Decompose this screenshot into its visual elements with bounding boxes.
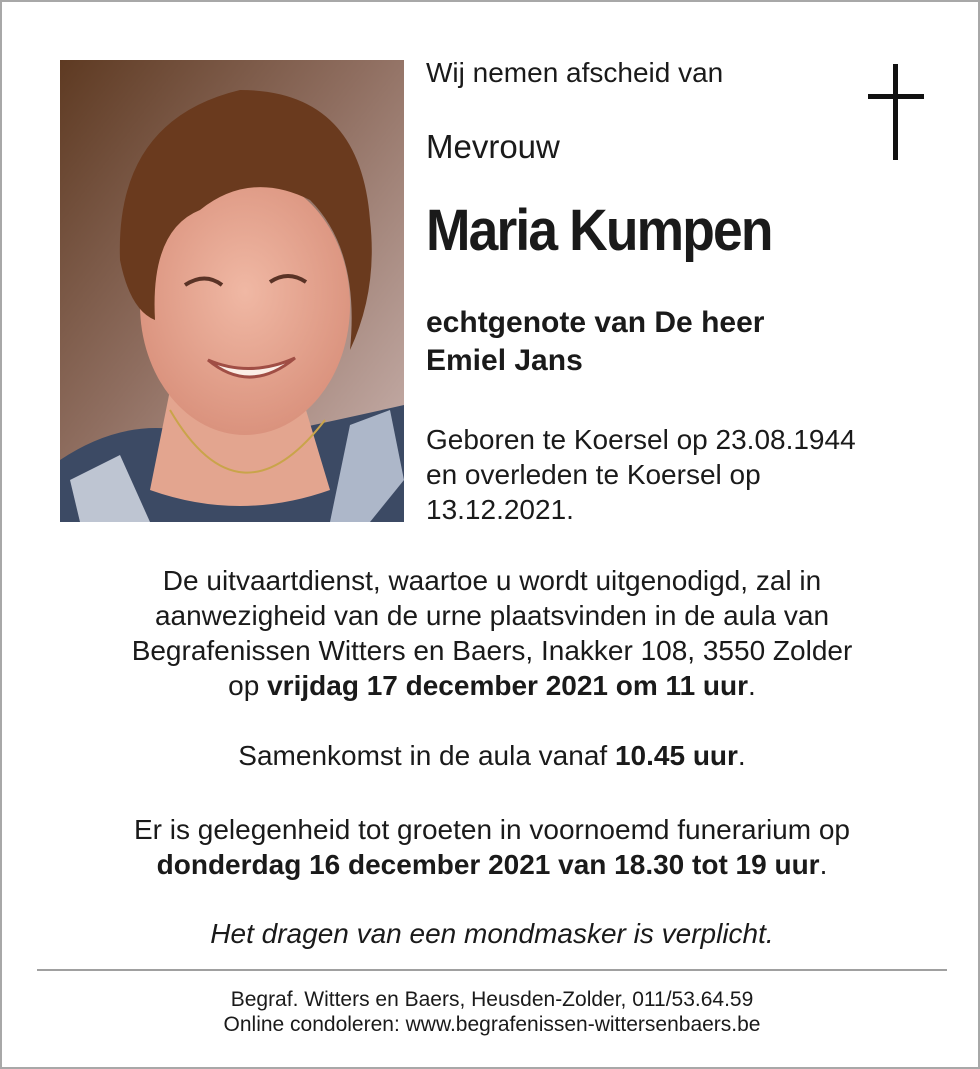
cross-vertical-bar	[893, 64, 898, 160]
gathering-suffix: .	[737, 740, 746, 771]
visitation-line-2	[42, 847, 942, 882]
birth-death-info	[426, 422, 926, 527]
gathering-prefix: Samenkomst in de aula vanaf	[238, 740, 615, 771]
gathering-time: 10.45 uur	[614, 740, 738, 771]
salutation: Mevrouw	[426, 128, 560, 165]
gathering-announcement	[42, 738, 942, 773]
portrait-photo	[60, 60, 404, 522]
intro-text: Wij nemen afscheid van	[426, 57, 724, 88]
service-date-prefix: op	[228, 670, 268, 701]
visitation-suffix: .	[819, 849, 828, 880]
cross-horizontal-bar	[868, 94, 924, 99]
mask-notice: Het dragen van een mondmasker is verplicht.	[210, 918, 774, 949]
footer-divider	[37, 969, 947, 971]
visitation-date: donderdag 16 december 2021 van 18.30 tot 19 uur	[156, 849, 820, 880]
birth-line-3: 13.12.2021.	[426, 494, 574, 525]
deceased-name: Maria Kumpen	[426, 198, 772, 263]
service-date: vrijdag 17 december 2021 om 11 uur	[267, 670, 749, 701]
service-line-4	[42, 668, 942, 703]
portrait-illustration	[60, 60, 404, 522]
spouse-info	[426, 304, 876, 380]
visitation-announcement	[42, 812, 942, 882]
visitation-line-1: Er is gelegenheid tot groeten in voornoemd funerarium op	[134, 814, 850, 845]
service-announcement	[42, 563, 942, 703]
cross-icon	[868, 64, 924, 160]
service-line-2: aanwezigheid van de urne plaatsvinden in de aula van	[154, 600, 830, 631]
birth-line-1: Geboren te Koersel op 23.08.1944	[426, 424, 856, 455]
footer-condolence-link[interactable]: Online condoleren: www.begrafenissen-wittersenbaers.be	[223, 1013, 761, 1036]
footer-funeral-home: Begraf. Witters en Baers, Heusden-Zolder, 011/53.64.59	[230, 988, 754, 1011]
birth-line-2: en overleden te Koersel op	[426, 459, 761, 490]
service-date-suffix: .	[748, 670, 756, 701]
spouse-line-1: echtgenote van De heer	[426, 306, 765, 339]
service-line-1: De uitvaartdienst, waartoe u wordt uitgenodigd, zal in	[162, 565, 822, 596]
spouse-line-2: Emiel Jans	[426, 344, 583, 377]
service-line-3: Begrafenissen Witters en Baers, Inakker 108, 3550 Zolder	[131, 635, 853, 666]
